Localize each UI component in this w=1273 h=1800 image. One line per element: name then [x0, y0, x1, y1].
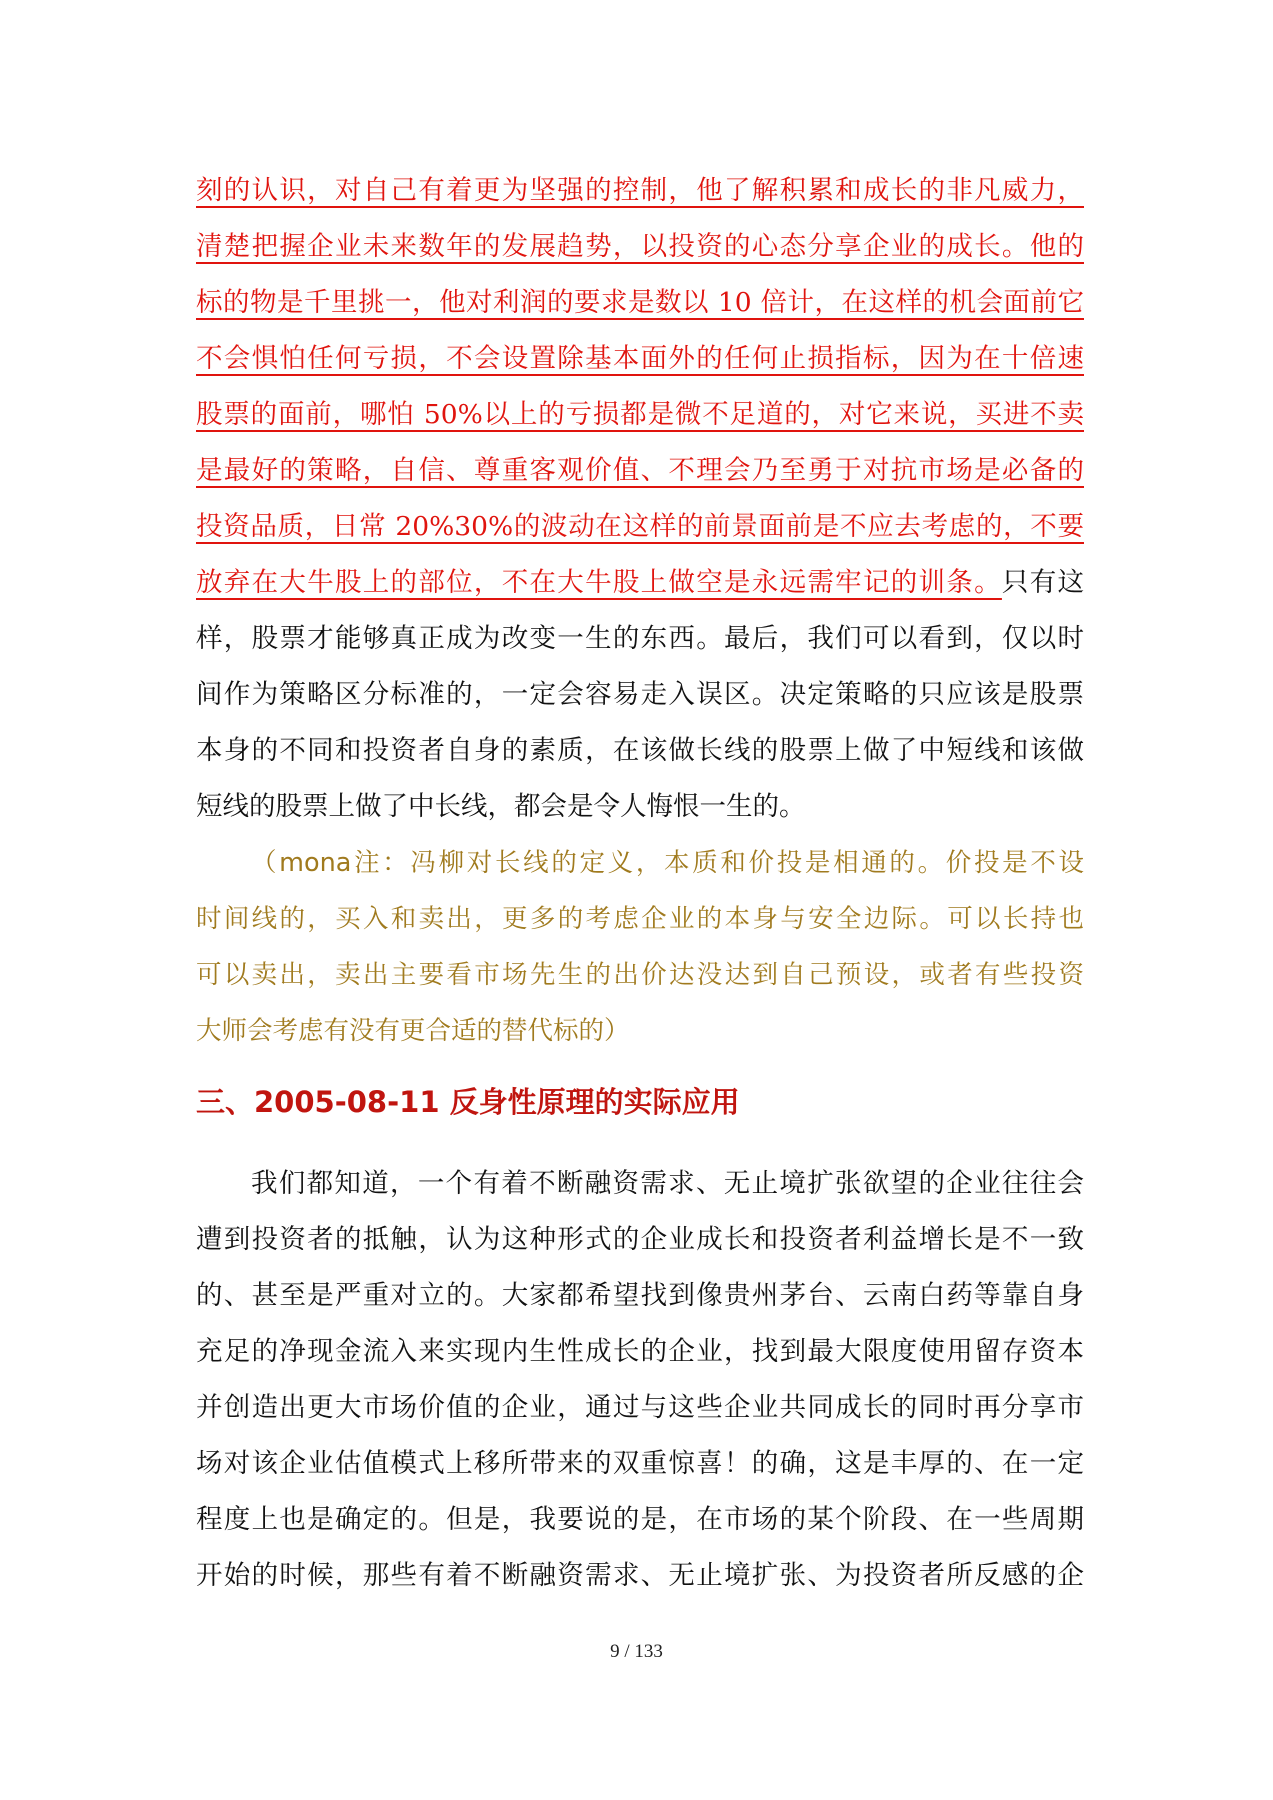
- body-text-fragment: 只有这: [1001, 567, 1085, 598]
- note-line-4: 大师会考虑有没有更合适的替代标的）: [196, 1016, 630, 1046]
- paragraph-2-line-6: 场对该企业估值模式上移所带来的双重惊喜！的确，这是丰厚的、在一定: [196, 1448, 1084, 1479]
- paragraph-1-line-2: 间作为策略区分标准的，一定会容易走入误区。决定策略的只应该是股票: [196, 679, 1084, 710]
- paragraph-2-line-3: 的、甚至是严重对立的。大家都希望找到像贵州茅台、云南白药等靠自身: [196, 1280, 1084, 1311]
- highlight-line-3: 标的物是千里挑一，他对利润的要求是数以 10 倍计，在这样的机会面前它: [196, 287, 1084, 318]
- paragraph-2-line-8: 开始的时候，那些有着不断融资需求、无止境扩张、为投资者所反感的企: [196, 1560, 1084, 1591]
- section-heading: 三、2005-08-11 反身性原理的实际应用: [196, 1085, 740, 1119]
- paragraph-2-line-1: 我们都知道，一个有着不断融资需求、无止境扩张欲望的企业往往会: [251, 1168, 1084, 1199]
- paragraph-2-line-5: 并创造出更大市场价值的企业，通过与这些企业共同成长的同时再分享市: [196, 1392, 1084, 1423]
- paragraph-1-line-1: 样，股票才能够真正成为改变一生的东西。最后，我们可以看到，仅以时: [196, 623, 1084, 654]
- paragraph-2-line-2: 遭到投资者的抵触，认为这种形式的企业成长和投资者利益增长是不一致: [196, 1224, 1084, 1255]
- highlight-line-8: 放弃在大牛股上的部位，不在大牛股上做空是永远需牢记的训条。: [196, 567, 1002, 598]
- paragraph-2-line-4: 充足的净现金流入来实现内生性成长的企业，找到最大限度使用留存资本: [196, 1336, 1084, 1367]
- note-line-3: 可以卖出，卖出主要看市场先生的出价达没达到自己预设，或者有些投资: [196, 960, 1084, 990]
- note-line-2: 时间线的，买入和卖出，更多的考虑企业的本身与安全边际。可以长持也: [196, 904, 1084, 934]
- highlight-line-1: 刻的认识，对自己有着更为坚强的控制，他了解积累和成长的非凡威力，: [196, 175, 1084, 206]
- mixed-line: [196, 565, 1084, 601]
- highlight-line-6: 是最好的策略，自信、尊重客观价值、不理会乃至勇于对抗市场是必备的: [196, 455, 1084, 486]
- highlight-line-4: 不会惧怕任何亏损，不会设置除基本面外的任何止损指标，因为在十倍速: [196, 343, 1084, 374]
- page-number: 9 / 133: [610, 1641, 663, 1662]
- highlight-line-7: 投资品质，日常 20%30%的波动在这样的前景面前是不应去考虑的，不要: [196, 511, 1084, 542]
- note-line-1: （mona注：冯柳对长线的定义，本质和价投是相通的。价投是不设: [251, 848, 1084, 878]
- highlight-line-5: 股票的面前，哪怕 50%以上的亏损都是微不足道的，对它来说，买进不卖: [196, 399, 1084, 430]
- highlight-line-2: 清楚把握企业未来数年的发展趋势，以投资的心态分享企业的成长。他的: [196, 231, 1084, 262]
- paragraph-2-line-7: 程度上也是确定的。但是，我要说的是，在市场的某个阶段、在一些周期: [196, 1504, 1084, 1535]
- paragraph-1-line-4: 短线的股票上做了中长线，都会是令人悔恨一生的。: [196, 791, 806, 822]
- paragraph-1-line-3: 本身的不同和投资者自身的素质，在该做长线的股票上做了中短线和该做: [196, 735, 1084, 766]
